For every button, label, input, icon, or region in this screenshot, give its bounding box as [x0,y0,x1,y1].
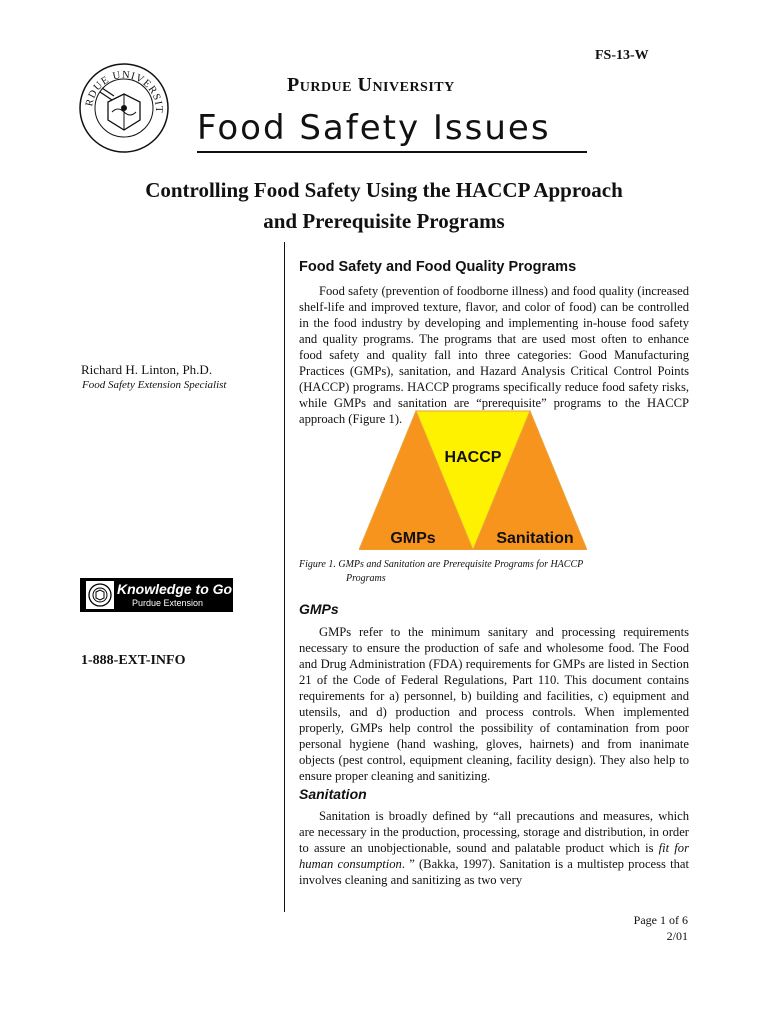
purdue-seal-logo [78,62,170,154]
prerequisite-programs-figure [359,410,587,550]
header-rule [197,151,587,153]
publication-date: 2/01 [666,929,688,943]
caption-line-2: Programs [346,573,386,584]
phone-number: 1-888-EXT-INFO [81,653,186,668]
university-name: Purdue University [287,74,455,96]
series-title: Food Safety Issues [197,108,551,148]
paragraph-sanitation [299,808,689,888]
paragraph-food-safety: Food safety (prevention of foodborne illness) and food quality (increased shelf-life and improved texture, flavor, and color of food) can be controlled in the food industry by developing and implementing in-house food safety and quality programs. The programs that are used most often to enhance food safety and quality fall into three categories: Good Manufacturing Practices (GMPs), sanitation, and Hazard Analysis Critical Control Points (HACCP) programs. HACCP programs specifically reduce food safety risks, while GMPs and sanitation are “prerequisite” programs to the HACCP approach (Figure 1). [299,284,689,426]
page-footer [634,912,688,944]
page-number: Page 1 of 6 [633,913,688,927]
sanitation-text-italic: fit for human consumption [299,841,690,871]
section-heading-food-safety: Food Safety and Food Quality Programs [299,259,577,275]
badge-title: Knowledge to Go [117,581,233,597]
section-heading-sanitation: Sanitation [299,786,367,802]
column-divider [284,242,285,912]
caption-line-1: Figure 1. GMPs and Sanitation are Prerequisite Programs for HACCP [299,559,584,570]
knowledge-to-go-badge [80,578,233,612]
title-line-2: and Prerequisite Programs [263,209,505,233]
badge-subtitle: Purdue Extension [132,598,204,608]
paragraph-gmps: GMPs refer to the minimum sanitary and processing requirements necessary to ensure the production of safe and wholesome food. The Food and Drug Administration (FDA) requirements for GMPs are listed in Section 21 of the Code of Federal Regulations, Part 110. This document contains requirements for a) personnel, b) building and facilities, c) equipment and utensils, and d) production and process controls. When implemented properly, GMPs help control the possibility of contamination from poor personal hygiene (hand washing, gloves, hairnets) and from inanimate objects (pest control, equipment cleaning, facility design). They also help to ensure proper cleaning and sanitizing. [299,625,689,783]
title-line-1: Controlling Food Safety Using the HACCP Approach [145,178,623,202]
purdue-extension-icon [86,581,114,609]
sanitation-text-end: . ” (Bakka, 1997). Sanitation is a multistep process that involves cleaning and sanitizing as two very [299,857,690,887]
figure-label-haccp: HACCP [444,449,502,466]
section-heading-gmps: GMPs [299,601,339,617]
figure-label-sanitation: Sanitation [496,530,574,547]
figure-label-gmps: GMPs [390,530,436,547]
document-title [0,175,768,237]
document-code: FS-13-W [595,48,649,63]
author-role: Food Safety Extension Specialist [82,379,227,391]
author-name: Richard H. Linton, Ph.D. [81,362,213,377]
svg-text:PURDUE UNIVERSITY: RDUE UNIVERSIT [84,69,165,114]
sanitation-text-start: Sanitation is broadly defined by “all precautions and measures, which are necessary in the production, processing, storage and distribution, in order to assure an unobjectionable, sound and palatable product which is [299,809,689,855]
figure-caption [299,558,689,586]
